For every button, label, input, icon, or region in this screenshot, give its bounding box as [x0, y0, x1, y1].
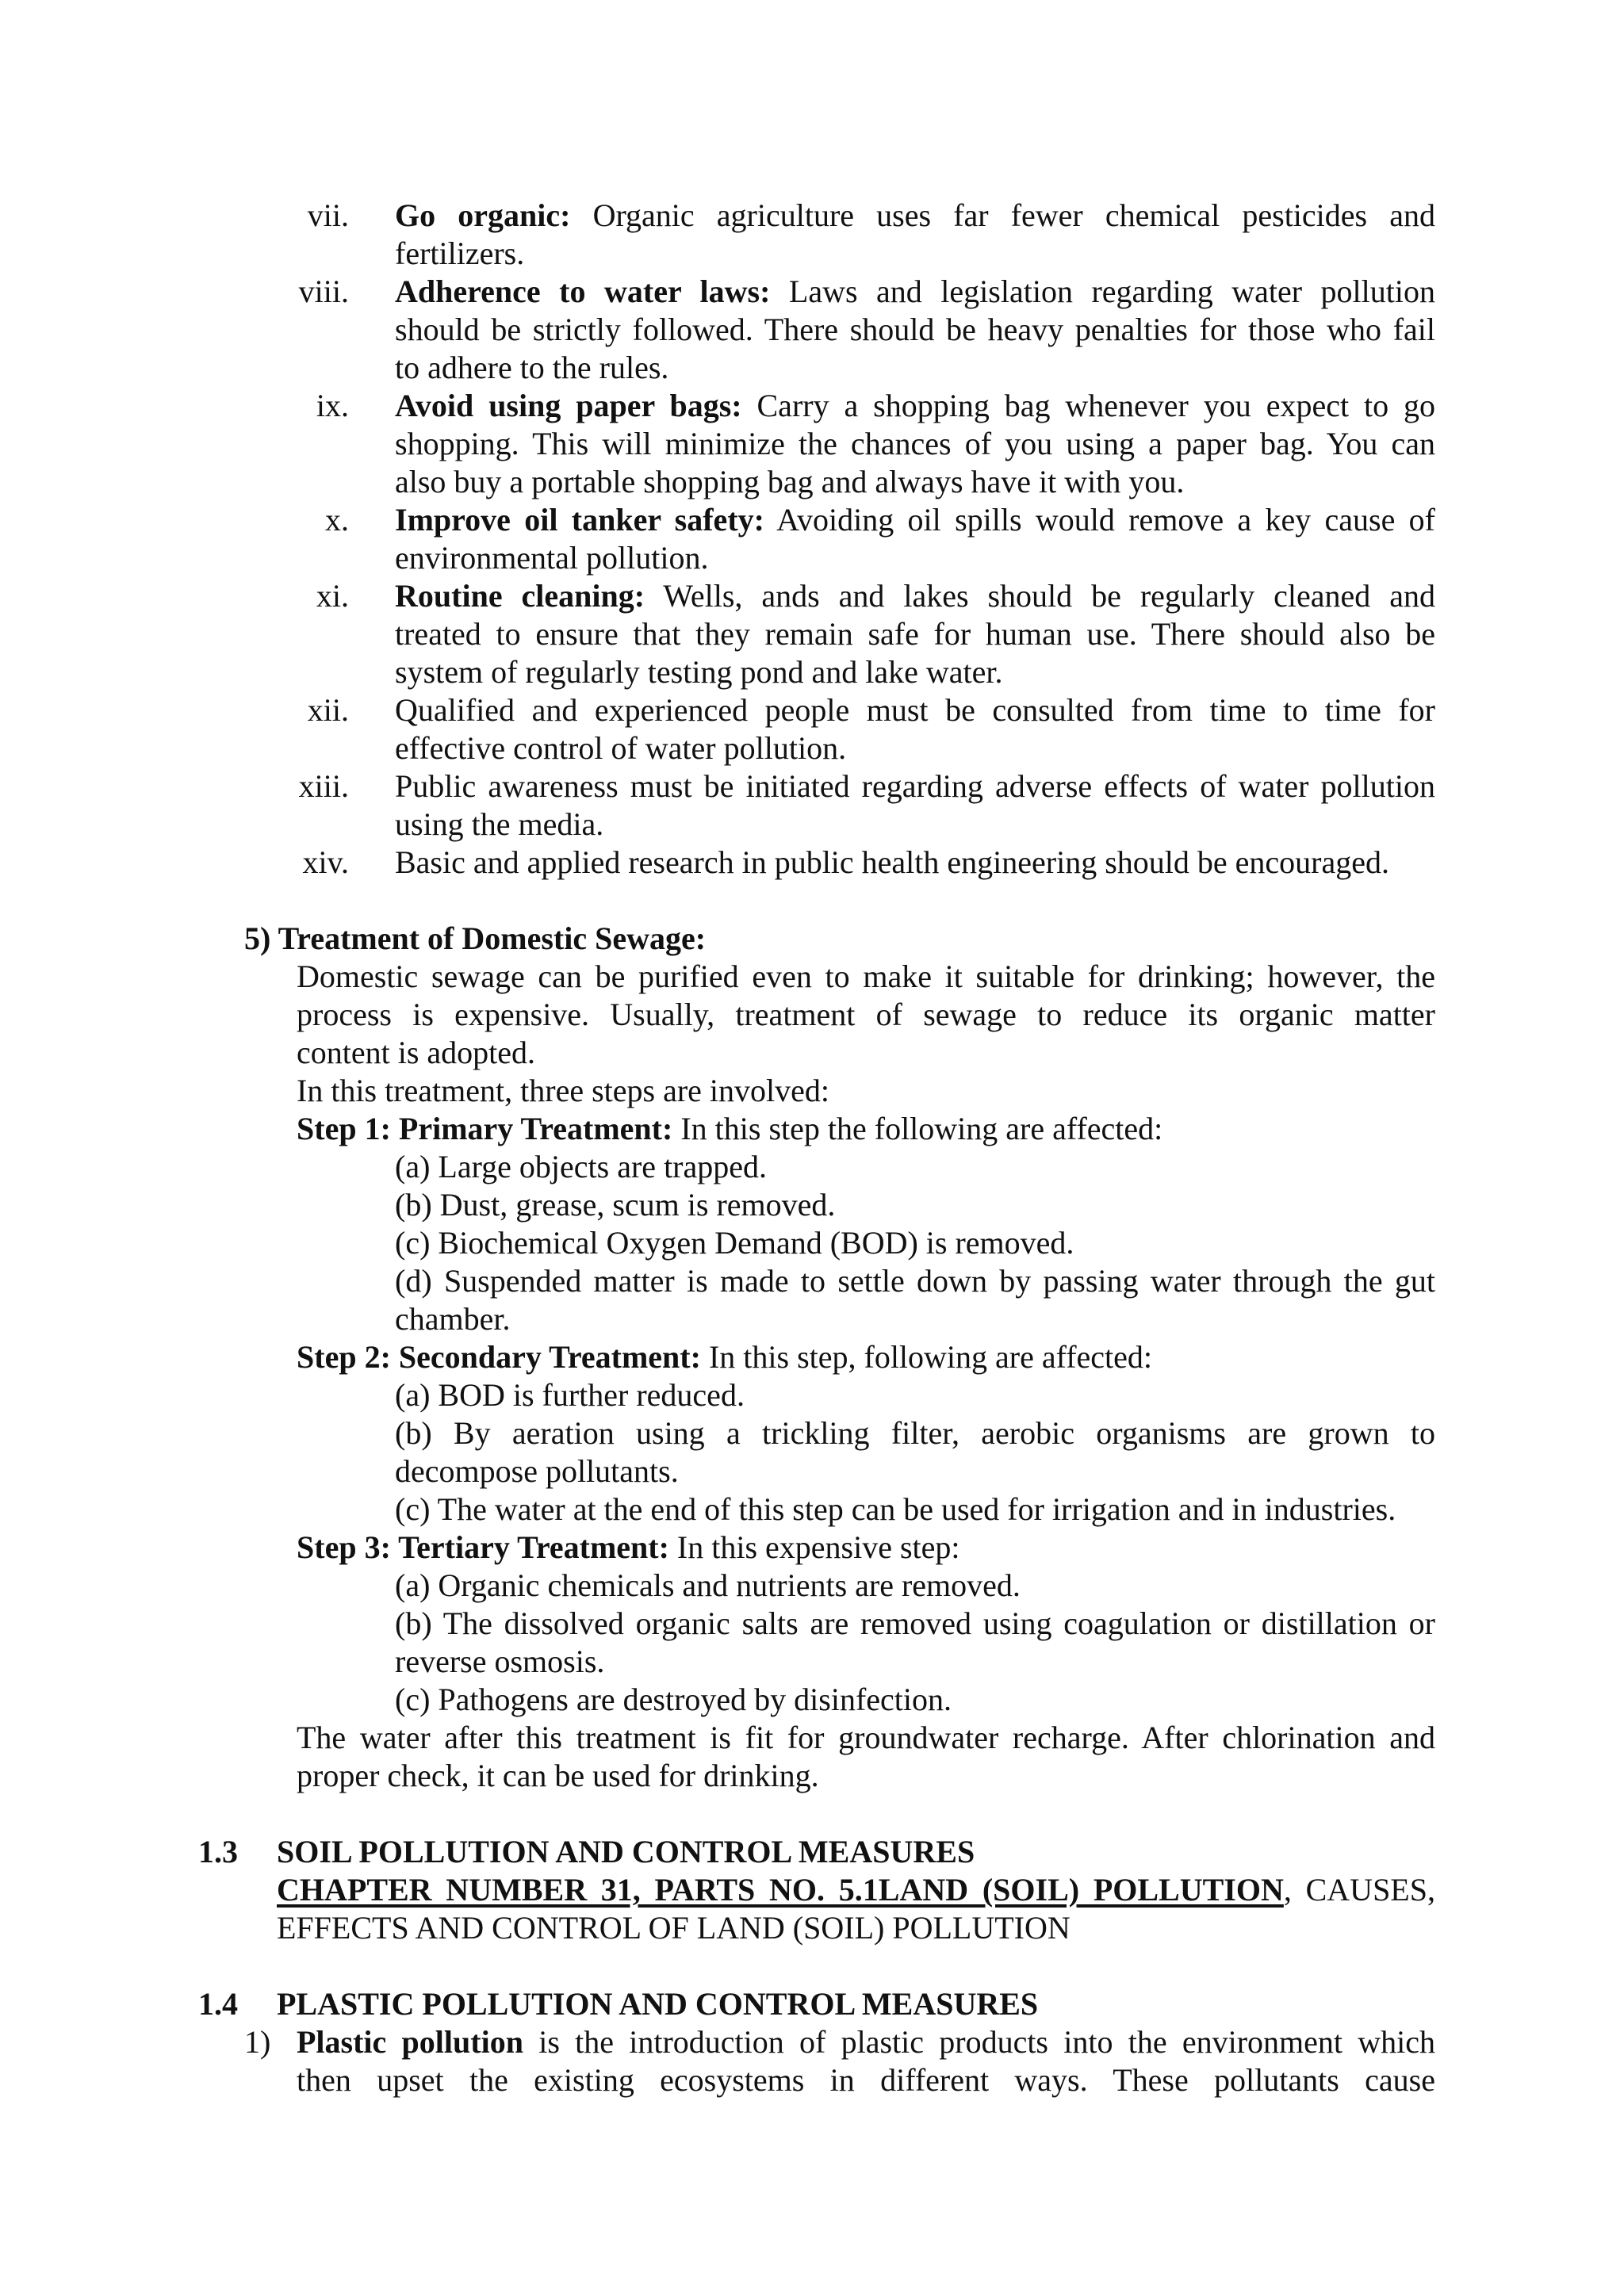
- step-item: (c) The water at the end of this step can be used for irrigation and in industries.: [395, 1491, 1396, 1527]
- list-numeral: viii.: [298, 274, 349, 309]
- list-item-text: system of regularly testing pond and lake water.: [395, 654, 1003, 690]
- list-numeral: ix.: [316, 388, 349, 423]
- list-numeral: xiii.: [298, 768, 349, 804]
- list-item-text: environmental pollution.: [395, 540, 709, 576]
- step-item: (b) Dust, grease, scum is removed.: [395, 1187, 836, 1223]
- list-item-text: should be strictly followed. There should be heavy penalties for those who fail: [395, 312, 1435, 347]
- list-numeral: x.: [325, 502, 349, 538]
- list-numeral: vii.: [307, 197, 349, 233]
- step-item: (c) Biochemical Oxygen Demand (BOD) is removed.: [395, 1225, 1074, 1261]
- step-item: (d) Suspended matter is made to settle down by passing water through the gut: [395, 1263, 1435, 1299]
- list-item-text: Basic and applied research in public health engineering should be encouraged.: [395, 844, 1389, 880]
- list-numeral: 1): [244, 2024, 271, 2060]
- section-heading: 5) Treatment of Domestic Sewage:: [244, 920, 707, 956]
- list-item-text: also buy a portable shopping bag and always have it with you.: [395, 464, 1185, 499]
- section-title: SOIL POLLUTION AND CONTROL MEASURES: [277, 1834, 975, 1869]
- step-item: (b) By aeration using a trickling filter, aerobic organisms are grown to: [395, 1415, 1435, 1451]
- list-item-text: Adherence to water laws: Laws and legislation regarding water pollution: [395, 274, 1435, 309]
- section-number: 1.4: [198, 1986, 238, 2022]
- list-item-text: Avoid using paper bags: Carry a shopping bag whenever you expect to go: [395, 388, 1436, 423]
- paragraph-line: In this treatment, three steps are involved:: [297, 1073, 830, 1108]
- list-numeral: xii.: [307, 692, 349, 728]
- paragraph-line: The water after this treatment is fit for groundwater recharge. After chlorination and: [297, 1720, 1435, 1755]
- list-numeral: xi.: [316, 578, 349, 614]
- list-numeral: xiv.: [302, 844, 349, 880]
- step-item: (c) Pathogens are destroyed by disinfection.: [395, 1682, 952, 1717]
- paragraph-line: process is expensive. Usually, treatment of sewage to reduce its organic matter: [297, 997, 1435, 1032]
- step-item: (b) The dissolved organic salts are removed using coagulation or distillation or: [395, 1605, 1435, 1641]
- chapter-reference-line2: EFFECTS AND CONTROL OF LAND (SOIL) POLLUTION: [277, 1910, 1071, 1946]
- paragraph-line: proper check, it can be used for drinking.: [297, 1758, 819, 1793]
- step-heading: Step 1: Primary Treatment: In this step the following are affected:: [297, 1111, 1163, 1146]
- list-item-text: Public awareness must be initiated regarding adverse effects of water pollution: [395, 768, 1435, 804]
- list-item-text: Routine cleaning: Wells, ands and lakes should be regularly cleaned and: [395, 578, 1435, 614]
- list-item-text: Improve oil tanker safety: Avoiding oil spills would remove a key cause of: [395, 502, 1436, 538]
- list-item-text: to adhere to the rules.: [395, 350, 669, 385]
- section-number: 1.3: [198, 1834, 238, 1869]
- list-item-text: treated to ensure that they remain safe for human use. There should also be: [395, 616, 1435, 652]
- step-item: reverse osmosis.: [395, 1644, 605, 1679]
- step-item: chamber.: [395, 1301, 511, 1337]
- step-item: (a) BOD is further reduced.: [395, 1377, 745, 1413]
- list-item-text: fertilizers.: [395, 235, 525, 271]
- step-item: decompose pollutants.: [395, 1453, 679, 1489]
- section-title: PLASTIC POLLUTION AND CONTROL MEASURES: [277, 1986, 1039, 2022]
- step-heading: Step 3: Tertiary Treatment: In this expensive step:: [297, 1529, 960, 1565]
- list-item-text: Go organic: Organic agriculture uses far fewer chemical pesticides and: [395, 197, 1435, 233]
- paragraph-line: Plastic pollution is the introduction of plastic products into the environment which: [297, 2024, 1436, 2060]
- list-item-text: shopping. This will minimize the chances of you using a paper bag. You can: [395, 426, 1435, 461]
- chapter-reference: CHAPTER NUMBER 31, PARTS NO. 5.1LAND (SOIL) POLLUTION, CAUSES,: [277, 1872, 1435, 1908]
- list-item-text: effective control of water pollution.: [395, 730, 847, 766]
- paragraph-line: then upset the existing ecosystems in different ways. These pollutants cause: [297, 2062, 1435, 2098]
- step-item: (a) Organic chemicals and nutrients are removed.: [395, 1567, 1021, 1603]
- paragraph-line: content is adopted.: [297, 1035, 536, 1070]
- paragraph-line: Domestic sewage can be purified even to make it suitable for drinking; however, the: [297, 959, 1435, 994]
- step-heading: Step 2: Secondary Treatment: In this step, following are affected:: [297, 1339, 1153, 1375]
- list-item-text: using the media.: [395, 806, 604, 842]
- list-item-text: Qualified and experienced people must be consulted from time to time for: [395, 692, 1435, 728]
- step-item: (a) Large objects are trapped.: [395, 1149, 768, 1184]
